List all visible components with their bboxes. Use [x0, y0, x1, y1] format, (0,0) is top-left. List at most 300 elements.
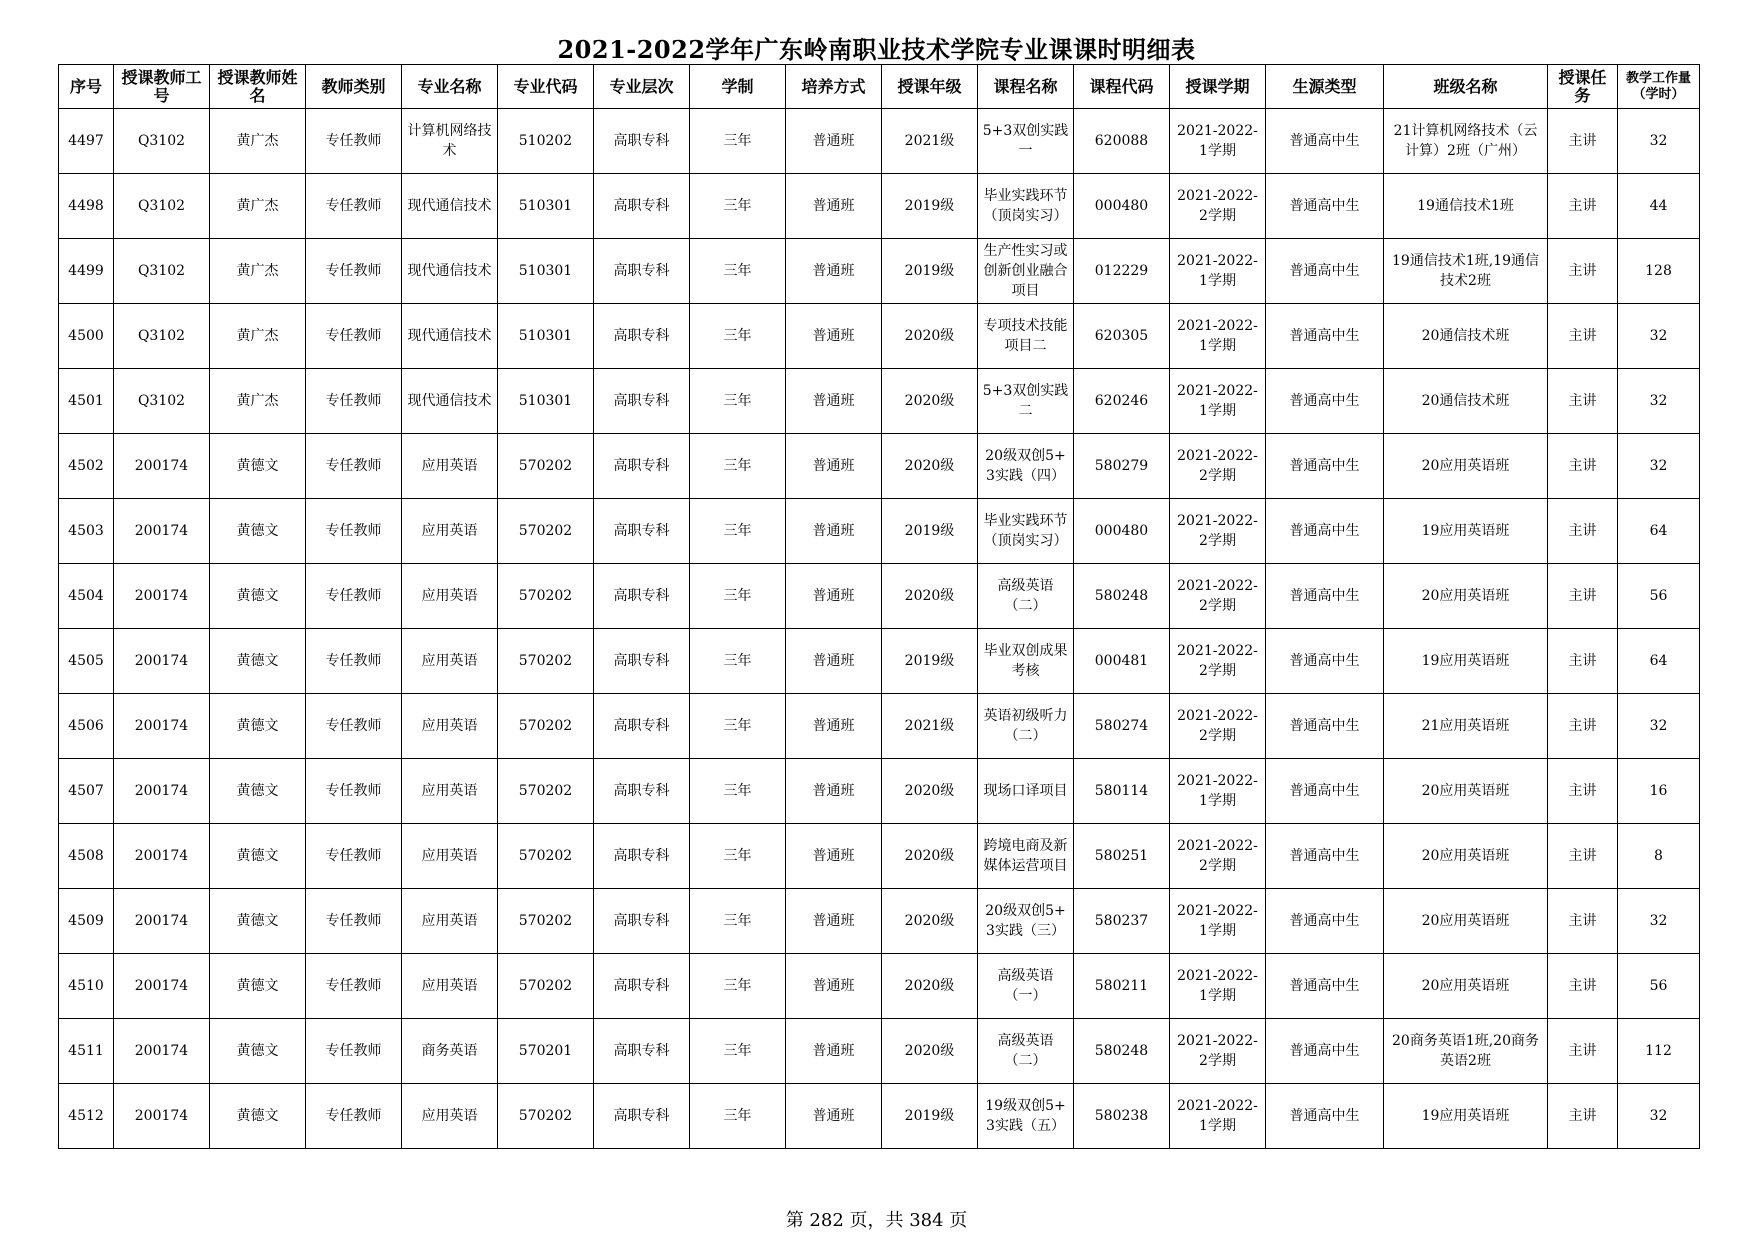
cell-teacher-name: 黄德文 — [210, 694, 306, 759]
cell-duration: 三年 — [690, 889, 786, 954]
cell-teacher-type: 专任教师 — [306, 564, 402, 629]
cell-training-mode: 普通班 — [786, 629, 882, 694]
table-row — [59, 239, 1700, 304]
cell-class-name: 20应用英语班 — [1384, 759, 1548, 824]
cell-major-level: 高职专科 — [594, 369, 690, 434]
cell-teacher-type: 专任教师 — [306, 824, 402, 889]
cell-workload: 64 — [1618, 499, 1700, 564]
cell-major-code: 570202 — [498, 759, 594, 824]
cell-task: 主讲 — [1548, 239, 1618, 304]
cell-course-code: 000480 — [1074, 499, 1170, 564]
cell-course-name: 5+3双创实践二 — [978, 369, 1074, 434]
cell-major-name: 现代通信技术 — [402, 239, 498, 304]
cell-teacher-name: 黄德文 — [210, 629, 306, 694]
cell-student-source: 普通高中生 — [1266, 954, 1384, 1019]
cell-course-name: 毕业实践环节（顶岗实习） — [978, 174, 1074, 239]
col-header-semester: 授课学期 — [1170, 65, 1266, 109]
cell-major-level: 高职专科 — [594, 824, 690, 889]
cell-training-mode: 普通班 — [786, 499, 882, 564]
cell-semester: 2021-2022-2学期 — [1170, 434, 1266, 499]
cell-course-name: 5+3双创实践一 — [978, 109, 1074, 174]
cell-workload: 16 — [1618, 759, 1700, 824]
cell-major-level: 高职专科 — [594, 499, 690, 564]
cell-duration: 三年 — [690, 1084, 786, 1149]
cell-major-level: 高职专科 — [594, 564, 690, 629]
cell-duration: 三年 — [690, 369, 786, 434]
cell-class-name: 20应用英语班 — [1384, 824, 1548, 889]
cell-teacher-id: 200174 — [114, 434, 210, 499]
cell-task: 主讲 — [1548, 369, 1618, 434]
cell-major-code: 510301 — [498, 369, 594, 434]
cell-semester: 2021-2022-1学期 — [1170, 1084, 1266, 1149]
cell-teacher-id: 200174 — [114, 889, 210, 954]
cell-task: 主讲 — [1548, 564, 1618, 629]
cell-student-source: 普通高中生 — [1266, 694, 1384, 759]
cell-major-level: 高职专科 — [594, 694, 690, 759]
cell-teacher-id: Q3102 — [114, 369, 210, 434]
cell-teacher-id: 200174 — [114, 629, 210, 694]
cell-major-code: 570202 — [498, 564, 594, 629]
cell-training-mode: 普通班 — [786, 889, 882, 954]
cell-semester: 2021-2022-1学期 — [1170, 304, 1266, 369]
cell-student-source: 普通高中生 — [1266, 1019, 1384, 1084]
cell-semester: 2021-2022-2学期 — [1170, 499, 1266, 564]
cell-workload: 32 — [1618, 109, 1700, 174]
cell-index: 4501 — [59, 369, 114, 434]
cell-teacher-id: 200174 — [114, 824, 210, 889]
cell-teacher-name: 黄广杰 — [210, 304, 306, 369]
cell-teacher-name: 黄德文 — [210, 824, 306, 889]
cell-major-code: 570202 — [498, 889, 594, 954]
cell-major-level: 高职专科 — [594, 1019, 690, 1084]
cell-grade: 2019级 — [882, 499, 978, 564]
cell-course-name: 高级英语（二） — [978, 1019, 1074, 1084]
cell-semester: 2021-2022-1学期 — [1170, 759, 1266, 824]
cell-class-name: 20应用英语班 — [1384, 434, 1548, 499]
cell-teacher-id: 200174 — [114, 1084, 210, 1149]
cell-major-code: 510301 — [498, 239, 594, 304]
cell-class-name: 19通信技术1班 — [1384, 174, 1548, 239]
cell-course-code: 580114 — [1074, 759, 1170, 824]
col-header-class-name: 班级名称 — [1384, 65, 1548, 109]
cell-class-name: 19通信技术1班,19通信技术2班 — [1384, 239, 1548, 304]
cell-duration: 三年 — [690, 564, 786, 629]
cell-duration: 三年 — [690, 109, 786, 174]
cell-major-level: 高职专科 — [594, 239, 690, 304]
cell-duration: 三年 — [690, 499, 786, 564]
cell-major-name: 商务英语 — [402, 1019, 498, 1084]
cell-major-name: 应用英语 — [402, 889, 498, 954]
cell-student-source: 普通高中生 — [1266, 824, 1384, 889]
cell-workload: 112 — [1618, 1019, 1700, 1084]
cell-student-source: 普通高中生 — [1266, 564, 1384, 629]
cell-course-code: 580251 — [1074, 824, 1170, 889]
cell-class-name: 20应用英语班 — [1384, 954, 1548, 1019]
cell-student-source: 普通高中生 — [1266, 629, 1384, 694]
col-header-training-mode: 培养方式 — [786, 65, 882, 109]
cell-major-name: 应用英语 — [402, 564, 498, 629]
cell-major-level: 高职专科 — [594, 759, 690, 824]
table-row — [59, 954, 1700, 1019]
col-header-index: 序号 — [59, 65, 114, 109]
cell-teacher-id: Q3102 — [114, 109, 210, 174]
cell-index: 4508 — [59, 824, 114, 889]
cell-semester: 2021-2022-1学期 — [1170, 239, 1266, 304]
cell-grade: 2020级 — [882, 369, 978, 434]
cell-task: 主讲 — [1548, 109, 1618, 174]
cell-course-code: 580248 — [1074, 1019, 1170, 1084]
cell-training-mode: 普通班 — [786, 694, 882, 759]
cell-workload: 32 — [1618, 369, 1700, 434]
cell-course-name: 毕业双创成果考核 — [978, 629, 1074, 694]
cell-index: 4499 — [59, 239, 114, 304]
cell-teacher-name: 黄广杰 — [210, 109, 306, 174]
cell-training-mode: 普通班 — [786, 824, 882, 889]
cell-duration: 三年 — [690, 1019, 786, 1084]
cell-grade: 2020级 — [882, 304, 978, 369]
cell-teacher-name: 黄广杰 — [210, 239, 306, 304]
cell-major-name: 现代通信技术 — [402, 304, 498, 369]
cell-grade: 2019级 — [882, 239, 978, 304]
cell-semester: 2021-2022-2学期 — [1170, 564, 1266, 629]
cell-course-code: 580248 — [1074, 564, 1170, 629]
table-row — [59, 694, 1700, 759]
cell-workload: 32 — [1618, 889, 1700, 954]
col-header-workload: 教学工作量（学时） — [1618, 65, 1700, 109]
cell-grade: 2020级 — [882, 564, 978, 629]
cell-teacher-type: 专任教师 — [306, 109, 402, 174]
cell-task: 主讲 — [1548, 759, 1618, 824]
cell-class-name: 20通信技术班 — [1384, 369, 1548, 434]
cell-teacher-name: 黄广杰 — [210, 369, 306, 434]
table-row — [59, 759, 1700, 824]
table-row — [59, 369, 1700, 434]
cell-major-code: 570202 — [498, 629, 594, 694]
cell-grade: 2019级 — [882, 174, 978, 239]
cell-teacher-id: 200174 — [114, 759, 210, 824]
cell-student-source: 普通高中生 — [1266, 369, 1384, 434]
cell-grade: 2020级 — [882, 824, 978, 889]
cell-course-name: 20级双创5+3实践（四） — [978, 434, 1074, 499]
cell-course-name: 高级英语（一） — [978, 954, 1074, 1019]
cell-major-code: 570202 — [498, 1084, 594, 1149]
cell-course-name: 现场口译项目 — [978, 759, 1074, 824]
cell-major-name: 应用英语 — [402, 824, 498, 889]
cell-course-code: 000480 — [1074, 174, 1170, 239]
cell-major-name: 应用英语 — [402, 629, 498, 694]
cell-course-code: 580211 — [1074, 954, 1170, 1019]
table-row — [59, 629, 1700, 694]
cell-class-name: 20商务英语1班,20商务英语2班 — [1384, 1019, 1548, 1084]
cell-index: 4504 — [59, 564, 114, 629]
cell-training-mode: 普通班 — [786, 174, 882, 239]
cell-teacher-name: 黄德文 — [210, 1084, 306, 1149]
cell-semester: 2021-2022-2学期 — [1170, 629, 1266, 694]
cell-index: 4500 — [59, 304, 114, 369]
cell-task: 主讲 — [1548, 694, 1618, 759]
cell-teacher-name: 黄德文 — [210, 954, 306, 1019]
cell-major-level: 高职专科 — [594, 954, 690, 1019]
cell-teacher-name: 黄广杰 — [210, 174, 306, 239]
cell-major-level: 高职专科 — [594, 889, 690, 954]
cell-major-code: 570202 — [498, 499, 594, 564]
cell-grade: 2020级 — [882, 889, 978, 954]
cell-grade: 2020级 — [882, 434, 978, 499]
cell-teacher-type: 专任教师 — [306, 369, 402, 434]
cell-major-code: 570202 — [498, 694, 594, 759]
cell-class-name: 21计算机网络技术（云计算）2班（广州） — [1384, 109, 1548, 174]
cell-index: 4498 — [59, 174, 114, 239]
cell-training-mode: 普通班 — [786, 304, 882, 369]
cell-student-source: 普通高中生 — [1266, 434, 1384, 499]
cell-task: 主讲 — [1548, 1084, 1618, 1149]
cell-teacher-id: Q3102 — [114, 304, 210, 369]
cell-student-source: 普通高中生 — [1266, 499, 1384, 564]
cell-teacher-type: 专任教师 — [306, 954, 402, 1019]
page-footer: 第 282 页，共 384 页 — [785, 1210, 968, 1231]
col-header-major-level: 专业层次 — [594, 65, 690, 109]
cell-index: 4505 — [59, 629, 114, 694]
cell-training-mode: 普通班 — [786, 1084, 882, 1149]
cell-index: 4506 — [59, 694, 114, 759]
cell-semester: 2021-2022-2学期 — [1170, 174, 1266, 239]
cell-course-name: 专项技术技能项目二 — [978, 304, 1074, 369]
cell-major-name: 应用英语 — [402, 434, 498, 499]
cell-teacher-type: 专任教师 — [306, 889, 402, 954]
col-header-major-code: 专业代码 — [498, 65, 594, 109]
cell-course-name: 20级双创5+3实践（三） — [978, 889, 1074, 954]
cell-task: 主讲 — [1548, 629, 1618, 694]
cell-workload: 56 — [1618, 564, 1700, 629]
table-row — [59, 109, 1700, 174]
cell-training-mode: 普通班 — [786, 759, 882, 824]
cell-teacher-type: 专任教师 — [306, 629, 402, 694]
cell-student-source: 普通高中生 — [1266, 1084, 1384, 1149]
cell-index: 4503 — [59, 499, 114, 564]
cell-course-name: 生产性实习或创新创业融合项目 — [978, 239, 1074, 304]
cell-workload: 56 — [1618, 954, 1700, 1019]
table-row — [59, 434, 1700, 499]
cell-student-source: 普通高中生 — [1266, 174, 1384, 239]
col-header-duration: 学制 — [690, 65, 786, 109]
col-header-grade: 授课年级 — [882, 65, 978, 109]
cell-teacher-id: 200174 — [114, 954, 210, 1019]
cell-duration: 三年 — [690, 824, 786, 889]
cell-teacher-id: 200174 — [114, 694, 210, 759]
cell-grade: 2019级 — [882, 1084, 978, 1149]
cell-semester: 2021-2022-1学期 — [1170, 889, 1266, 954]
col-header-task: 授课任务 — [1548, 65, 1618, 109]
cell-duration: 三年 — [690, 954, 786, 1019]
cell-workload: 32 — [1618, 304, 1700, 369]
cell-task: 主讲 — [1548, 954, 1618, 1019]
cell-duration: 三年 — [690, 434, 786, 499]
cell-training-mode: 普通班 — [786, 369, 882, 434]
cell-course-code: 580237 — [1074, 889, 1170, 954]
cell-training-mode: 普通班 — [786, 434, 882, 499]
cell-major-code: 510301 — [498, 174, 594, 239]
cell-workload: 128 — [1618, 239, 1700, 304]
cell-teacher-type: 专任教师 — [306, 239, 402, 304]
cell-course-code: 580274 — [1074, 694, 1170, 759]
col-header-student-source: 生源类型 — [1266, 65, 1384, 109]
cell-teacher-name: 黄德文 — [210, 759, 306, 824]
cell-class-name: 19应用英语班 — [1384, 499, 1548, 564]
cell-teacher-name: 黄德文 — [210, 434, 306, 499]
cell-semester: 2021-2022-1学期 — [1170, 954, 1266, 1019]
cell-major-code: 510202 — [498, 109, 594, 174]
cell-training-mode: 普通班 — [786, 954, 882, 1019]
cell-student-source: 普通高中生 — [1266, 889, 1384, 954]
cell-task: 主讲 — [1548, 889, 1618, 954]
cell-workload: 32 — [1618, 694, 1700, 759]
table-row — [59, 824, 1700, 889]
cell-duration: 三年 — [690, 174, 786, 239]
cell-course-name: 高级英语（二） — [978, 564, 1074, 629]
cell-major-code: 570202 — [498, 824, 594, 889]
cell-class-name: 20通信技术班 — [1384, 304, 1548, 369]
cell-index: 4497 — [59, 109, 114, 174]
col-header-course-code: 课程代码 — [1074, 65, 1170, 109]
cell-teacher-type: 专任教师 — [306, 499, 402, 564]
cell-course-name: 19级双创5+3实践（五） — [978, 1084, 1074, 1149]
cell-semester: 2021-2022-2学期 — [1170, 1019, 1266, 1084]
cell-teacher-type: 专任教师 — [306, 759, 402, 824]
cell-index: 4512 — [59, 1084, 114, 1149]
cell-teacher-id: 200174 — [114, 564, 210, 629]
cell-semester: 2021-2022-2学期 — [1170, 694, 1266, 759]
cell-teacher-name: 黄德文 — [210, 889, 306, 954]
cell-index: 4507 — [59, 759, 114, 824]
cell-major-level: 高职专科 — [594, 109, 690, 174]
cell-task: 主讲 — [1548, 304, 1618, 369]
cell-major-code: 570202 — [498, 954, 594, 1019]
cell-grade: 2020级 — [882, 759, 978, 824]
cell-teacher-type: 专任教师 — [306, 1019, 402, 1084]
cell-workload: 32 — [1618, 1084, 1700, 1149]
cell-semester: 2021-2022-1学期 — [1170, 109, 1266, 174]
cell-index: 4511 — [59, 1019, 114, 1084]
cell-major-name: 现代通信技术 — [402, 174, 498, 239]
col-header-teacher-id: 授课教师工号 — [114, 65, 210, 109]
cell-teacher-type: 专任教师 — [306, 434, 402, 499]
cell-task: 主讲 — [1548, 499, 1618, 564]
cell-training-mode: 普通班 — [786, 564, 882, 629]
cell-major-code: 570201 — [498, 1019, 594, 1084]
table-row — [59, 1019, 1700, 1084]
cell-course-code: 620246 — [1074, 369, 1170, 434]
cell-task: 主讲 — [1548, 1019, 1618, 1084]
cell-major-code: 510301 — [498, 304, 594, 369]
cell-major-level: 高职专科 — [594, 174, 690, 239]
cell-teacher-type: 专任教师 — [306, 1084, 402, 1149]
cell-teacher-id: Q3102 — [114, 174, 210, 239]
cell-course-code: 580279 — [1074, 434, 1170, 499]
cell-duration: 三年 — [690, 759, 786, 824]
cell-teacher-id: Q3102 — [114, 239, 210, 304]
table-row — [59, 564, 1700, 629]
table-body — [59, 109, 1700, 1149]
cell-course-name: 跨境电商及新媒体运营项目 — [978, 824, 1074, 889]
cell-course-code: 000481 — [1074, 629, 1170, 694]
cell-major-name: 应用英语 — [402, 499, 498, 564]
cell-teacher-id: 200174 — [114, 499, 210, 564]
cell-major-name: 应用英语 — [402, 954, 498, 1019]
cell-index: 4502 — [59, 434, 114, 499]
cell-index: 4509 — [59, 889, 114, 954]
cell-workload: 8 — [1618, 824, 1700, 889]
cell-teacher-type: 专任教师 — [306, 174, 402, 239]
cell-student-source: 普通高中生 — [1266, 759, 1384, 824]
cell-grade: 2021级 — [882, 694, 978, 759]
cell-workload: 44 — [1618, 174, 1700, 239]
col-header-course-name: 课程名称 — [978, 65, 1074, 109]
cell-semester: 2021-2022-1学期 — [1170, 369, 1266, 434]
cell-class-name: 19应用英语班 — [1384, 1084, 1548, 1149]
cell-workload: 32 — [1618, 434, 1700, 499]
cell-course-code: 620088 — [1074, 109, 1170, 174]
cell-major-name: 应用英语 — [402, 759, 498, 824]
cell-student-source: 普通高中生 — [1266, 239, 1384, 304]
cell-teacher-type: 专任教师 — [306, 304, 402, 369]
cell-semester: 2021-2022-2学期 — [1170, 824, 1266, 889]
col-header-teacher-type: 教师类别 — [306, 65, 402, 109]
cell-teacher-name: 黄德文 — [210, 564, 306, 629]
cell-task: 主讲 — [1548, 174, 1618, 239]
cell-training-mode: 普通班 — [786, 1019, 882, 1084]
cell-class-name: 20应用英语班 — [1384, 564, 1548, 629]
course-hours-table — [58, 64, 1700, 1149]
cell-index: 4510 — [59, 954, 114, 1019]
cell-grade: 2021级 — [882, 109, 978, 174]
table-row — [59, 1084, 1700, 1149]
cell-major-level: 高职专科 — [594, 629, 690, 694]
cell-major-level: 高职专科 — [594, 1084, 690, 1149]
cell-training-mode: 普通班 — [786, 109, 882, 174]
cell-major-level: 高职专科 — [594, 304, 690, 369]
col-header-major-name: 专业名称 — [402, 65, 498, 109]
header-row — [59, 65, 1700, 109]
table-row — [59, 304, 1700, 369]
cell-duration: 三年 — [690, 239, 786, 304]
cell-teacher-type: 专任教师 — [306, 694, 402, 759]
table-row — [59, 499, 1700, 564]
cell-student-source: 普通高中生 — [1266, 304, 1384, 369]
cell-grade: 2020级 — [882, 954, 978, 1019]
cell-grade: 2020级 — [882, 1019, 978, 1084]
cell-course-code: 620305 — [1074, 304, 1170, 369]
cell-duration: 三年 — [690, 629, 786, 694]
page-title: 2021-2022学年广东岭南职业技术学院专业课课时明细表 — [557, 35, 1196, 64]
cell-training-mode: 普通班 — [786, 239, 882, 304]
cell-teacher-id: 200174 — [114, 1019, 210, 1084]
cell-workload: 64 — [1618, 629, 1700, 694]
cell-teacher-name: 黄德文 — [210, 499, 306, 564]
cell-major-name: 应用英语 — [402, 694, 498, 759]
cell-major-name: 应用英语 — [402, 1084, 498, 1149]
table-row — [59, 174, 1700, 239]
cell-class-name: 21应用英语班 — [1384, 694, 1548, 759]
cell-teacher-name: 黄德文 — [210, 1019, 306, 1084]
cell-class-name: 20应用英语班 — [1384, 889, 1548, 954]
cell-course-code: 580238 — [1074, 1084, 1170, 1149]
col-header-teacher-name: 授课教师姓名 — [210, 65, 306, 109]
cell-duration: 三年 — [690, 304, 786, 369]
cell-class-name: 19应用英语班 — [1384, 629, 1548, 694]
cell-duration: 三年 — [690, 694, 786, 759]
cell-task: 主讲 — [1548, 824, 1618, 889]
cell-course-name: 英语初级听力（二） — [978, 694, 1074, 759]
